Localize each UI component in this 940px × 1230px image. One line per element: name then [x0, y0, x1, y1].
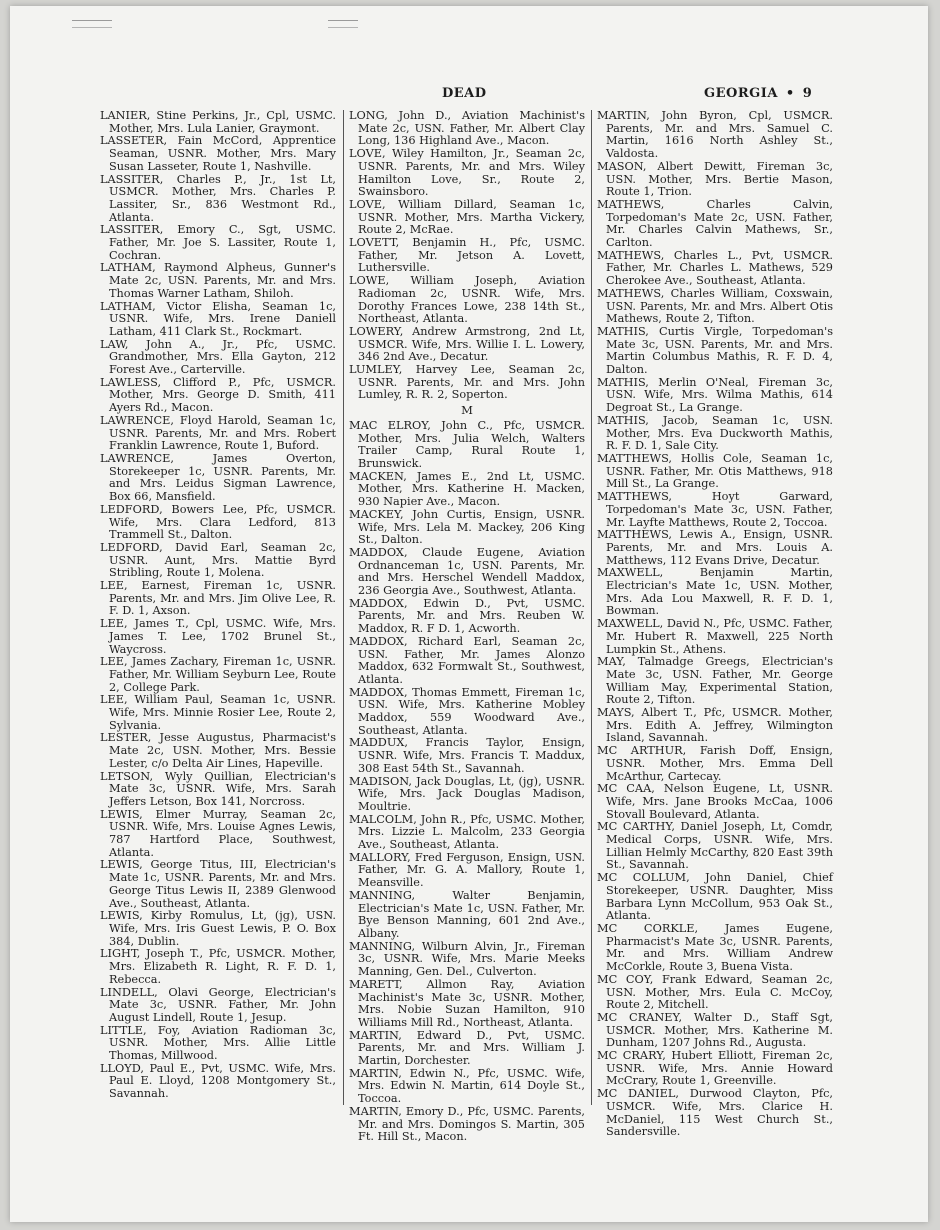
casualty-entry: LEWIS, Elmer Murray, Seaman 2c, USNR. Wife, Mrs. Louise Agnes Lewis, 787 Hartford Place, Southwest, Atlanta.: [100, 807, 336, 859]
casualty-entry: LEE, James Zachary, Fireman 1c, USNR. Father, Mr. William Seyburn Lee, Route 2, College Park.: [100, 655, 336, 694]
casualty-entry: MARETT, Allmon Ray, Aviation Machinist's Mate 3c, USNR. Mother, Mrs. Nobie Suzan Hamilton, 910 Williams Mill Rd., Northeast, Atlanta.: [349, 977, 585, 1029]
page-header-right: [704, 86, 812, 101]
column-divider: [343, 110, 344, 1105]
casualty-entry: MATHEWS, Charles L., Pvt, USMCR. Father, Mr. Charles L. Mathews, 529 Cherokee Ave., Southeast, Atlanta.: [597, 248, 833, 288]
casualty-entry: LASSITER, Charles P., Jr., 1st Lt, USMCR. Mother, Mrs. Charles P. Lassiter, Sr., 836 Westmont Rd., Atlanta.: [100, 172, 336, 224]
page-number: 9: [802, 86, 813, 101]
column-2: [349, 110, 585, 1144]
casualty-entry: MACKEY, John Curtis, Ensign, USNR. Wife, Mrs. Lela M. Mackey, 206 King St., Dalton.: [349, 507, 585, 547]
casualty-entry: LAWLESS, Clifford P., Pfc, USMCR. Mother, Mrs. George D. Smith, 411 Ayers Rd., Macon.: [100, 375, 336, 415]
casualty-entry: MATHIS, Curtis Virgle, Torpedoman's Mate 3c, USN. Parents, Mr. and Mrs. Martin Columbus Mathis, R. F. D. 4, Dalton.: [597, 324, 833, 377]
state-name: GEORGIA: [704, 86, 778, 101]
casualty-entry: MADDOX, Claude Eugene, Aviation Ordnanceman 1c, USN. Parents, Mr. and Mrs. Herschel Wendell Maddox, 236 Georgia Ave., Southwest, Atlanta.: [349, 545, 585, 598]
casualty-entry: LEDFORD, David Earl, Seaman 2c, USNR. Aunt, Mrs. Mattie Byrd Stribling, Route 1, Molena.: [100, 540, 336, 580]
casualty-entry: LUMLEY, Harvey Lee, Seaman 2c, USNR. Parents, Mr. and Mrs. John Lumley, R. R. 2, Soperton.: [349, 363, 585, 402]
casualty-entry: LEE, James T., Cpl, USMC. Wife, Mrs. James T. Lee, 1702 Brunel St., Waycross.: [100, 617, 336, 656]
casualty-entry: MATHEWS, Charles William, Coxswain, USN. Parents, Mr. and Mrs. Albert Otis Mathews, Route 2, Tifton.: [597, 286, 833, 326]
casualty-entry: MC COY, Frank Edward, Seaman 2c, USN. Mother, Mrs. Eula C. McCoy, Route 2, Mitchell.: [597, 972, 833, 1012]
casualty-entry: MALLORY, Fred Ferguson, Ensign, USN. Father, Mr. G. A. Mallory, Route 1, Meansville.: [349, 850, 585, 890]
casualty-entry: MARTIN, Emory D., Pfc, USMC. Parents, Mr. and Mrs. Domingos S. Martin, 305 Ft. Hill St., Macon.: [349, 1104, 585, 1144]
casualty-entry: LEE, Earnest, Fireman 1c, USNR. Parents, Mr. and Mrs. Jim Olive Lee, R. F. D. 1, Axson.: [100, 579, 336, 618]
casualty-entry: MATHIS, Jacob, Seaman 1c, USN. Mother, Mrs. Eva Duckworth Mathis, R. F. D. 1, Sale City.: [597, 413, 833, 453]
casualty-entry: LOVE, Wiley Hamilton, Jr., Seaman 2c, USNR. Parents, Mr. and Mrs. Wiley Hamilton Love, Sr., Route 2, Swainsboro.: [349, 147, 585, 199]
casualty-entry: MADDOX, Richard Earl, Seaman 2c, USN. Father, Mr. James Alonzo Maddox, 632 Formwalt St., Southwest, Atlanta.: [349, 634, 585, 686]
page-title: DEAD: [442, 86, 487, 101]
casualty-entry: LASSETER, Fain McCord, Apprentice Seaman, USNR. Mother, Mrs. Mary Susan Lasseter, Route 1, Nashville.: [100, 134, 336, 173]
casualty-entry: MANNING, Wilburn Alvin, Jr., Fireman 3c, USNR. Wife, Mrs. Marie Meeks Manning, Gen. Del., Culverton.: [349, 939, 585, 979]
casualty-entry: MAC ELROY, John C., Pfc, USMCR. Mother, Mrs. Julia Welch, Walters Trailer Camp, Rural Route 1, Brunswick.: [349, 418, 585, 470]
bullet: •: [785, 86, 795, 101]
casualty-entry: LEDFORD, Bowers Lee, Pfc, USMCR. Wife, Mrs. Clara Ledford, 813 Trammell St., Dalton.: [100, 502, 336, 542]
casualty-entry: MC CRANEY, Walter D., Staff Sgt, USMCR. Mother, Mrs. Katherine M. Dunham, 1207 Johns Rd., Augusta.: [597, 1010, 833, 1050]
casualty-entry: MALCOLM, John R., Pfc, USMC. Mother, Mrs. Lizzie L. Malcolm, 233 Georgia Ave., Southeast, Atlanta.: [349, 812, 585, 852]
casualty-entry: LOVETT, Benjamin H., Pfc, USMC. Father, Mr. Jetson A. Lovett, Luthersville.: [349, 236, 585, 275]
section-letter: M: [461, 403, 473, 418]
casualty-entry: LEE, William Paul, Seaman 1c, USNR. Wife, Mrs. Minnie Rosier Lee, Route 2, Sylvania.: [100, 693, 336, 732]
casualty-entry: LEWIS, George Titus, III, Electrician's Mate 1c, USNR. Parents, Mr. and Mrs. George Titus Lewis II, 2389 Glenwood Ave., Southeast, Atlanta.: [100, 858, 336, 910]
scan-mark: [328, 20, 358, 28]
casualty-entry: LAWRENCE, Floyd Harold, Seaman 1c, USNR. Parents, Mr. and Mrs. Robert Franklin Lawrence, Route 1, Buford.: [100, 413, 336, 453]
casualty-entry: LAW, John A., Jr., Pfc, USMC. Grandmother, Mrs. Ella Gayton, 212 Forest Ave., Carterville.: [100, 337, 336, 377]
casualty-entry: MADDOX, Edwin D., Pvt, USMC. Parents, Mr. and Mrs. Reuben W. Maddox, R. F D. 1, Acworth.: [349, 596, 585, 636]
casualty-entry: MC COLLUM, John Daniel, Chief Storekeeper, USNR. Daughter, Miss Barbara Lynn McCollum, 953 Oak St., Atlanta.: [597, 871, 833, 923]
column-1: [100, 110, 336, 1101]
casualty-entry: MATTHEWS, Hollis Cole, Seaman 1c, USNR. Father, Mr. Otis Matthews, 918 Mill St., La Grange.: [597, 451, 833, 491]
casualty-entry: LAWRENCE, James Overton, Storekeeper 1c, USNR. Parents, Mr. and Mrs. Leidus Sigman Lawrence, Box 66, Mansfield.: [100, 451, 336, 504]
casualty-entry: LATHAM, Victor Elisha, Seaman 1c, USNR. Wife, Mrs. Irene Daniell Latham, 411 Clark St., Rockmart.: [100, 299, 336, 338]
casualty-entry: MARTIN, Edwin N., Pfc, USMC. Wife, Mrs. Edwin N. Martin, 614 Doyle St., Toccoa.: [349, 1066, 585, 1106]
casualty-entry: MAYS, Albert T., Pfc, USMCR. Mother, Mrs. Edith A. Jeffrey, Wilmington Island, Savannah.: [597, 706, 833, 745]
casualty-entry: LIGHT, Joseph T., Pfc, USMCR. Mother, Mrs. Elizabeth R. Light, R. F. D. 1, Rebecca.: [100, 947, 336, 986]
casualty-entry: MATTHEWS, Hoyt Garward, Torpedoman's Mate 3c, USN. Father, Mr. Layfte Matthews, Route 2, Toccoa.: [597, 490, 833, 529]
casualty-entry: MADDOX, Thomas Emmett, Fireman 1c, USN. Wife, Mrs. Katherine Mobley Maddox, 559 Woodward Ave., Southeast, Atlanta.: [349, 685, 585, 737]
casualty-entry: LEWIS, Kirby Romulus, Lt, (jg), USN. Wife, Mrs. Iris Guest Lewis, P. O. Box 384, Dublin.: [100, 909, 336, 948]
casualty-entry: MATTHEWS, Lewis A., Ensign, USNR. Parents, Mr. and Mrs. Louis A. Matthews, 112 Evans Drive, Decatur.: [597, 528, 833, 567]
casualty-entry: MC CAA, Nelson Eugene, Lt, USNR. Wife, Mrs. Jane Brooks McCaa, 1006 Stovall Boulevard, Atlanta.: [597, 782, 833, 821]
casualty-entry: MC CRARY, Hubert Elliott, Fireman 2c, USNR. Wife, Mrs. Annie Howard McCrary, Route 1, Greenville.: [597, 1049, 833, 1088]
casualty-entry: MAXWELL, Benjamin Martin, Electrician's Mate 1c, USN. Mother, Mrs. Ada Lou Maxwell, R. F. D. 1, Bowman.: [597, 566, 833, 618]
column-divider: [591, 110, 592, 1105]
casualty-entry: MACKEN, James E., 2nd Lt, USMC. Mother, Mrs. Katherine H. Macken, 930 Napier Ave., Macon.: [349, 469, 585, 509]
casualty-entry: LOWE, William Joseph, Aviation Radioman 2c, USNR. Wife, Mrs. Dorothy Frances Lowe, 238 14th St., Northeast, Atlanta.: [349, 274, 585, 326]
casualty-entry: MADDUX, Francis Taylor, Ensign, USNR. Wife, Mrs. Francis T. Maddux, 308 East 54th St., Savannah.: [349, 736, 585, 775]
casualty-entry: MADISON, Jack Douglas, Lt, (jg), USNR. Wife, Mrs. Jack Douglas Madison, Moultrie.: [349, 774, 585, 813]
casualty-entry: MC CARTHY, Daniel Joseph, Lt, Comdr, Medical Corps, USNR. Wife, Mrs. Lillian Helmly McCarthy, 820 East 39th St., Savannah.: [597, 820, 833, 872]
casualty-entry: MANNING, Walter Benjamin, Electrician's Mate 1c, USN. Father, Mr. Bye Benson Manning, 601 2nd Ave., Albany.: [349, 888, 585, 940]
casualty-entry: MATHEWS, Charles Calvin, Torpedoman's Mate 2c, USN. Father, Mr. Charles Calvin Mathews, Sr., Carlton.: [597, 197, 833, 250]
scan-mark: [72, 20, 112, 28]
casualty-entry: LITTLE, Foy, Aviation Radioman 3c, USNR. Mother, Mrs. Allie Little Thomas, Millwood.: [100, 1023, 336, 1063]
casualty-entry: LOVE, William Dillard, Seaman 1c, USNR. Mother, Mrs. Martha Vickery, Route 2, McRae.: [349, 197, 585, 237]
casualty-entry: LANIER, Stine Perkins, Jr., Cpl, USMC. Mother, Mrs. Lula Lanier, Graymont.: [100, 109, 336, 135]
page-header: [10, 86, 928, 106]
casualty-entry: MC ARTHUR, Farish Doff, Ensign, USNR. Mother, Mrs. Emma Dell McArthur, Cartecay.: [597, 744, 833, 783]
casualty-entry: LONG, John D., Aviation Machinist's Mate 2c, USN. Father, Mr. Albert Clay Long, 136 Highland Ave., Macon.: [349, 109, 585, 148]
casualty-entry: LINDELL, Olavi George, Electrician's Mate 3c, USNR. Father, Mr. John August Lindell, Route 1, Jesup.: [100, 985, 336, 1024]
casualty-entry: MC DANIEL, Durwood Clayton, Pfc, USMCR. Wife, Mrs. Clarice H. McDaniel, 115 West Church St., Sandersville.: [597, 1087, 833, 1139]
casualty-entry: LOWERY, Andrew Armstrong, 2nd Lt, USMCR. Wife, Mrs. Willie I. L. Lowery, 346 2nd Ave., Decatur.: [349, 324, 585, 364]
casualty-entry: LASSITER, Emory C., Sgt, USMC. Father, Mr. Joe S. Lassiter, Route 1, Cochran.: [100, 223, 336, 262]
column-3: [597, 110, 833, 1139]
casualty-entry: MC CORKLE, James Eugene, Pharmacist's Mate 3c, USNR. Parents, Mr. and Mrs. William Andrew McCorkle, Route 3, Buena Vista.: [597, 922, 833, 974]
casualty-entry: LETSON, Wyly Quillian, Electrician's Mate 3c, USNR. Wife, Mrs. Sarah Jeffers Letson, Box 141, Norcross.: [100, 769, 336, 808]
casualty-entry: LLOYD, Paul E., Pvt, USMC. Wife, Mrs. Paul E. Lloyd, 1208 Montgomery St., Savannah.: [100, 1061, 336, 1101]
casualty-entry: MARTIN, Edward D., Pvt, USMC. Parents, Mr. and Mrs. William J. Martin, Dorchester.: [349, 1028, 585, 1068]
casualty-entry: MAXWELL, David N., Pfc, USMC. Father, Mr. Hubert R. Maxwell, 225 North Lumpkin St., Athens.: [597, 617, 833, 656]
casualty-entry: MAY, Talmadge Greegs, Electrician's Mate 3c, USN. Father, Mr. George William May, Experimental Station, Route 2, Tifton.: [597, 655, 833, 707]
casualty-entry: LESTER, Jesse Augustus, Pharmacist's Mate 2c, USN. Mother, Mrs. Bessie Lester, c/o Delta Air Lines, Hapeville.: [100, 731, 336, 770]
casualty-entry: MARTIN, John Byron, Cpl, USMCR. Parents, Mr. and Mrs. Samuel C. Martin, 1616 North Ashley St., Valdosta.: [597, 109, 833, 161]
casualty-entry: MATHIS, Merlin O'Neal, Fireman 3c, USN. Wife, Mrs. Wilma Mathis, 614 Degroat St., La Grange.: [597, 375, 833, 415]
casualty-entry: LATHAM, Raymond Alpheus, Gunner's Mate 2c, USN. Parents, Mr. and Mrs. Thomas Warner Latham, Shiloh.: [100, 261, 336, 300]
document-page: [10, 6, 928, 1222]
casualty-entry: MASON, Albert Dewitt, Fireman 3c, USN. Mother, Mrs. Bertie Mason, Route 1, Trion.: [597, 159, 833, 199]
